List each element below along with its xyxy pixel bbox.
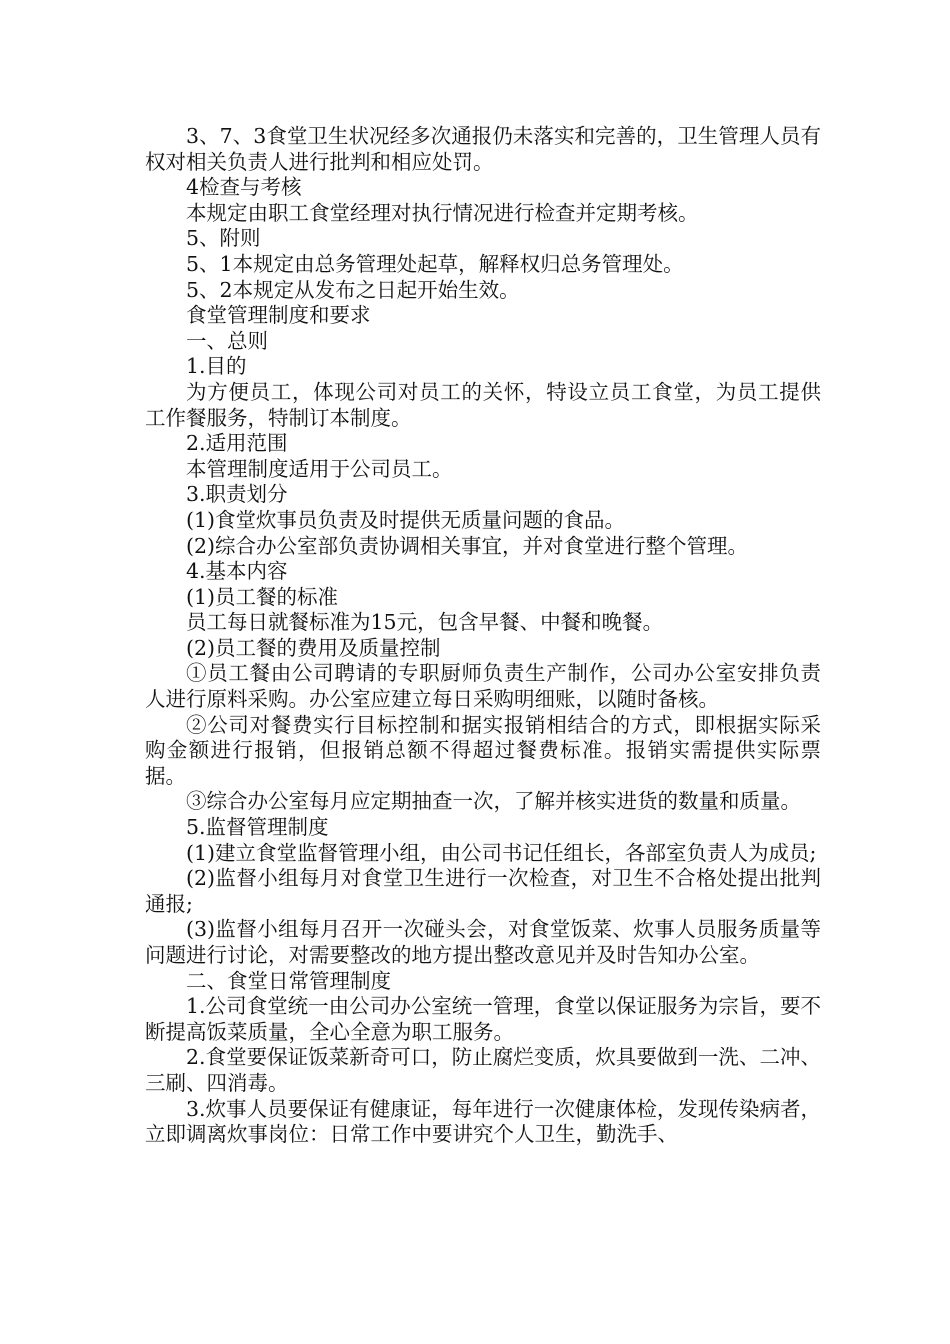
- subsection-heading: 2.适用范围: [186, 431, 288, 456]
- list-item: ②公司对餐费实行目标控制和据实报销相结合的方式，即根据实际采购金额进行报销，但报销总额不得超过餐费标准。报销实需提供实际票据。: [145, 712, 821, 788]
- list-item: ③综合办公室每月应定期抽查一次，了解并核实进货的数量和质量。: [186, 789, 801, 814]
- paragraph: 本规定由职工食堂经理对执行情况进行检查并定期考核。: [186, 200, 699, 225]
- list-item: (2)监督小组每月对食堂卫生进行一次检查，对卫生不合格处提出批判通报;: [145, 866, 821, 916]
- list-item: (1)员工餐的标准: [186, 584, 339, 609]
- subsection-heading: 4.基本内容: [186, 559, 288, 584]
- section-heading: 5、附则: [186, 226, 261, 251]
- document-title: 食堂管理制度和要求: [186, 303, 371, 328]
- paragraph: 本管理制度适用于公司员工。: [186, 456, 453, 481]
- subsection-heading: 5.监督管理制度: [186, 815, 329, 840]
- section-heading: 一、总则: [186, 328, 268, 353]
- list-item: ①员工餐由公司聘请的专职厨师负责生产制作，公司办公室安排负责人进行原料采购。办公室应建立每日采购明细账，以随时备核。: [145, 661, 821, 712]
- section-heading: 4检查与考核: [186, 175, 302, 200]
- paragraph: 3、7、3食堂卫生状况经多次通报仍未落实和完善的，卫生管理人员有权对相关负责人进行批判和相应处罚。: [145, 124, 821, 174]
- list-item: (2)员工餐的费用及质量控制: [186, 635, 441, 660]
- list-item: (2)综合办公室部负责协调相关事宜，并对食堂进行整个管理。: [186, 533, 749, 558]
- paragraph: 5、2本规定从发布之日起开始生效。: [186, 277, 520, 302]
- paragraph: 员工每日就餐标准为15元，包含早餐、中餐和晚餐。: [186, 610, 664, 635]
- subsection-heading: 1.目的: [186, 354, 247, 379]
- paragraph: 5、1本规定由总务管理处起草，解释权归总务管理处。: [186, 251, 684, 276]
- list-item: 3.炊事人员要保证有健康证，每年进行一次健康体检，发现传染病者，立即调离炊事岗位：日常工作中要讲究个人卫生，勤洗手、: [145, 1096, 821, 1147]
- list-item: (1)建立食堂监督管理小组，由公司书记任组长，各部室负责人为成员;: [186, 840, 817, 865]
- document-body: [145, 124, 821, 1148]
- list-item: (3)监督小组每月召开一次碰头会，对食堂饭菜、炊事人员服务质量等问题进行讨论，对需要整改的地方提出整改意见并及时告知办公室。: [145, 917, 821, 967]
- section-heading: 二、食堂日常管理制度: [186, 968, 391, 993]
- subsection-heading: 3.职责划分: [186, 482, 288, 507]
- list-item: 1.公司食堂统一由公司办公室统一管理，食堂以保证服务为宗旨，要不断提高饭菜质量，全心全意为职工服务。: [145, 994, 821, 1044]
- list-item: 2.食堂要保证饭菜新奇可口，防止腐烂变质，炊具要做到一洗、二冲、三刷、四消毒。: [145, 1045, 821, 1095]
- paragraph: 为方便员工，体现公司对员工的关怀，特设立员工食堂，为员工提供工作餐服务，特制订本制度。: [145, 379, 821, 430]
- list-item: (1)食堂炊事员负责及时提供无质量问题的食品。: [186, 507, 626, 532]
